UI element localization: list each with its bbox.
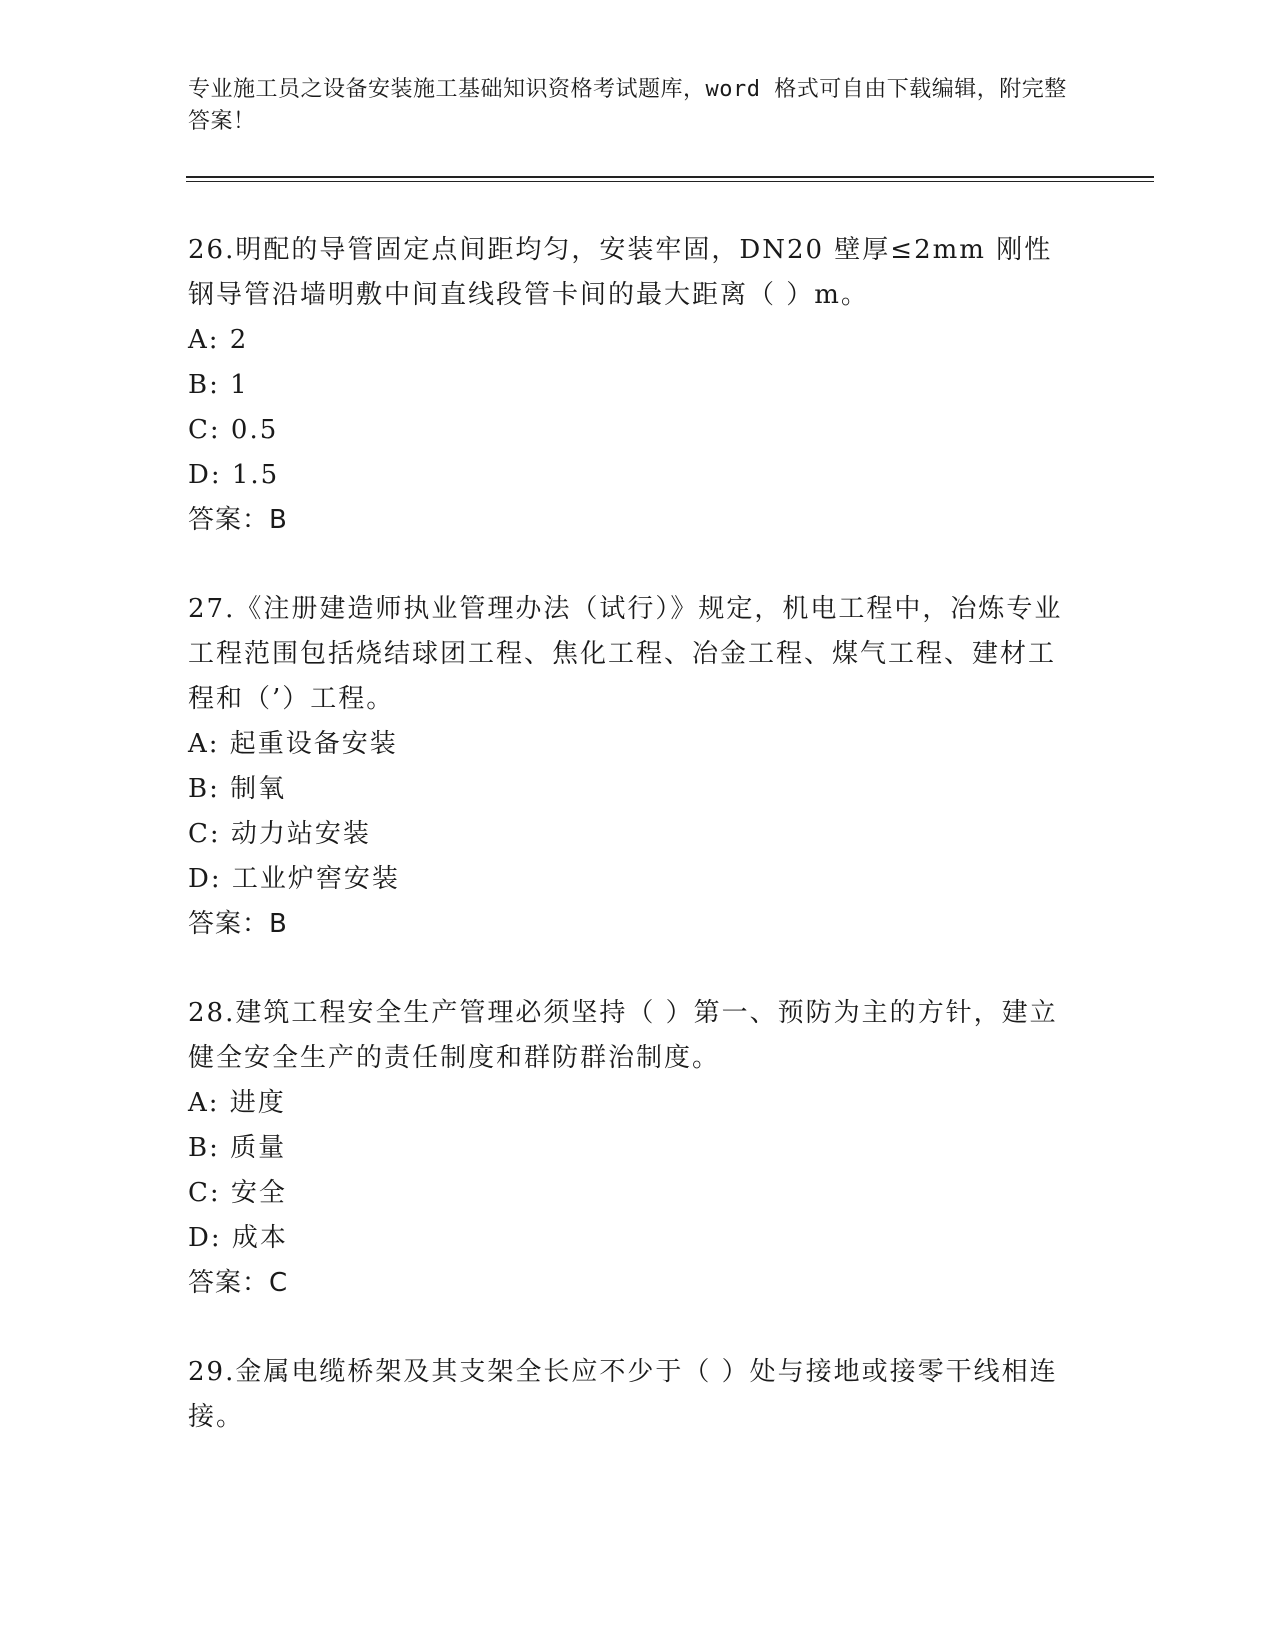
question-list [188, 228, 1078, 1484]
question-text: 26.明配的导管固定点间距均匀，安装牢固，DN20 壁厚≤2mm 刚性钢导管沿墙明敷中间直线段管卡间的最大距离（ ）m。 [188, 235, 1053, 310]
question-26 [188, 228, 1078, 543]
question-28 [188, 991, 1078, 1306]
option-a: A: 进度 [188, 1088, 286, 1118]
option-c: C: 0.5 [188, 415, 279, 445]
option-b: B: 质量 [188, 1133, 287, 1163]
question-29 [188, 1350, 1078, 1440]
option-d: D: 成本 [188, 1223, 288, 1253]
option-a: A: 2 [188, 325, 249, 355]
option-b: B: 1 [188, 370, 249, 400]
option-d: D: 工业炉窖安装 [188, 864, 400, 894]
question-text: 29.金属电缆桥架及其支架全长应不少于（ ）处与接地或接零干线相连接。 [188, 1357, 1058, 1432]
option-d: D: 1.5 [188, 460, 280, 490]
option-c: C: 动力站安装 [188, 819, 371, 849]
option-a: A: 起重设备安装 [188, 729, 398, 759]
answer: 答案：B [188, 909, 288, 939]
question-27 [188, 587, 1078, 947]
header-divider [186, 176, 1154, 182]
option-b: B: 制氧 [188, 774, 287, 804]
answer: 答案：B [188, 505, 288, 535]
option-c: C: 安全 [188, 1178, 287, 1208]
answer: 答案：C [188, 1268, 289, 1298]
question-text: 27.《注册建造师执业管理办法（试行）》规定，机电工程中，冶炼专业工程范围包括烧结球团工程、焦化工程、冶金工程、煤气工程、建材工程和（’）工程。 [188, 594, 1063, 714]
question-text: 28.建筑工程安全生产管理必须坚持（ ）第一、预防为主的方针，建立健全安全生产的责任制度和群防群治制度。 [188, 998, 1058, 1073]
document-header: 专业施工员之设备安装施工基础知识资格考试题库，word 格式可自由下载编辑，附完整答案！ [188, 77, 1067, 134]
